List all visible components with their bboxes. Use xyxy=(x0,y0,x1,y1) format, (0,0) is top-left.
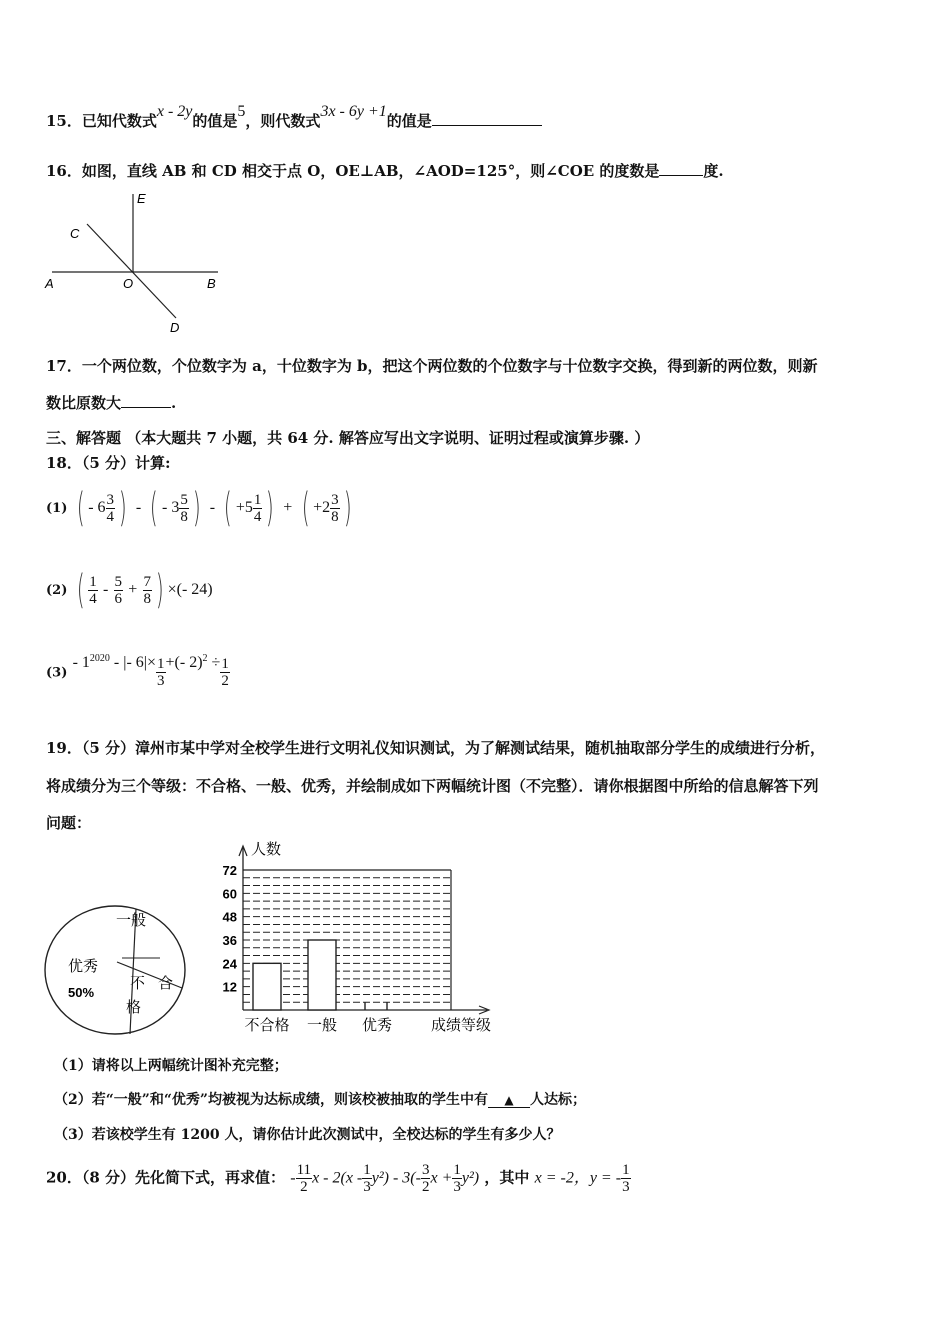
q19-line2: 将成绩分为三个等级：不合格、一般、优秀，并绘制成如下两幅统计图（不完整）．请你根据图中所给的信息解答下列 xyxy=(46,777,819,795)
pie-chart xyxy=(40,900,195,1050)
x-tick-label: 优秀 xyxy=(361,1017,393,1034)
y-tick-label: 60 xyxy=(222,886,237,902)
q20-f1-den: 2 xyxy=(300,1179,308,1195)
label-o: O xyxy=(123,276,134,291)
q15-expr1: x - 2y xyxy=(156,103,193,120)
q18-p2-f1-num: 1 xyxy=(89,573,97,590)
label-c: C xyxy=(70,226,80,241)
y-tick-label: 36 xyxy=(222,933,237,948)
q20-f2-den: 3 xyxy=(363,1179,371,1195)
pie-label-excellent-pct: 50% xyxy=(68,985,95,1000)
q18-p1-term1: - 6 xyxy=(88,499,106,516)
q18-p1-t1-den: 4 xyxy=(106,508,115,525)
q17-answer-blank[interactable] xyxy=(121,393,171,408)
q19-sub3: （3）若该校学生有 1200 人，请你估计此次测试中，全校达标的学生有多少人？ xyxy=(54,1127,561,1143)
bar-1 xyxy=(308,940,336,1010)
q18-p1-label: (1) xyxy=(46,501,68,516)
pie-label-fail-2: 合 xyxy=(158,975,174,992)
q15-mid: 的值是 xyxy=(192,112,238,130)
q20-e6: x + xyxy=(430,1169,453,1187)
q18-p1-op1: - xyxy=(135,499,142,516)
q18-p1-t2-num: 5 xyxy=(180,491,188,508)
y-tick-label: 48 xyxy=(222,909,237,925)
q15-prefix: 15．已知代数式 xyxy=(46,112,157,130)
line-cd xyxy=(87,224,176,318)
pie-label-excellent: 优秀 xyxy=(68,958,99,975)
q18-p3-exp: 2020 xyxy=(89,652,110,664)
q18-p3-c: +(- 2) xyxy=(165,653,203,671)
q18-p1-op3: + xyxy=(283,499,293,516)
q20-f4-num: 1 xyxy=(453,1162,461,1178)
q15-answer-blank[interactable] xyxy=(432,111,542,126)
q20-mid: ，其中 xyxy=(484,1168,530,1187)
bar-0 xyxy=(253,963,281,1010)
q19-line1: 19．（5 分）漳州市某中学对全校学生进行文明礼仪知识测试，为了解测试结果，随机抽取部分学生的成绩进行分析， xyxy=(46,739,826,757)
q17-text: 数比原数大 xyxy=(46,394,122,412)
q18-p3-label: (3) xyxy=(46,665,68,681)
q20-cond-den: 3 xyxy=(622,1179,630,1195)
q18-p1-t3-den: 4 xyxy=(253,508,262,525)
q18-p1-t2-den: 8 xyxy=(180,508,188,525)
q16-answer-blank[interactable] xyxy=(659,161,703,176)
pie-outline xyxy=(45,906,185,1034)
label-d: D xyxy=(170,320,180,335)
label-a: A xyxy=(45,276,54,291)
q18-header: 18．（5 分）计算: xyxy=(46,454,171,472)
section-3-title: 三、解答题 （本大题共 7 小题，共 64 分. 解答应写出文字说明、证明过程或演算步骤. ） xyxy=(46,429,650,447)
q16-text: 16．如图，直线 AB 和 CD 相交于点 O，OE⊥AB，∠AOD=125°，则∠COE 的度数是 xyxy=(46,162,660,180)
angle-figure xyxy=(40,188,240,338)
q18-p1-t4-den: 8 xyxy=(331,508,339,525)
q20-condition: x = -2，y = - xyxy=(534,1169,622,1187)
y-tick-label: 24 xyxy=(222,956,237,972)
q18-p2-f3-num: 7 xyxy=(143,573,151,590)
q15-mid2: ，则代数式 xyxy=(245,112,321,130)
question-16 xyxy=(46,160,724,181)
q19-sub2-text: （2）若“一般”和“优秀”均被视为达标成绩，则该校被抽取的学生中有 xyxy=(54,1092,488,1108)
q20-f3-num: 3 xyxy=(421,1162,430,1178)
q20-e8: y²) xyxy=(461,1169,480,1187)
q18-p3-b: - |- 6|× xyxy=(109,653,157,671)
q18-p1-op2: - xyxy=(209,499,216,516)
bar-chart xyxy=(205,838,505,1038)
q20-e4: y²) - 3(- xyxy=(371,1169,421,1187)
q18-p2-tail: ×(- 24) xyxy=(167,581,213,598)
q15-value: 5 xyxy=(237,103,246,120)
q18-p1-t3-num: 1 xyxy=(253,491,262,508)
label-b: B xyxy=(207,276,216,291)
q18-p3-f1-den: 3 xyxy=(157,673,165,689)
q18-p1-term4: +2 xyxy=(313,499,331,516)
q19-line3: 问题： xyxy=(46,814,92,832)
triangle-mark-icon: ▲ xyxy=(504,1093,514,1107)
q18-p2-f1-den: 4 xyxy=(89,590,97,607)
q18-p2-f2-num: 5 xyxy=(114,573,122,590)
q20-e1: - xyxy=(290,1169,296,1187)
q18-p1-t4-num: 3 xyxy=(331,491,339,508)
question-17-line1: 17．一个两位数，个位数字为 a，十位数字为 b，把这个两位数的个位数字与十位数字交换，得到新的两位数，则新 xyxy=(46,357,818,375)
question-17-line2 xyxy=(46,392,176,413)
q18-p3-a: - 1 xyxy=(72,653,90,671)
q20-f3-den: 2 xyxy=(421,1179,430,1195)
q18-p1-t1-num: 3 xyxy=(106,491,115,508)
q20-cond-num: 1 xyxy=(622,1162,630,1178)
q18-part2: (2) ( $\frac{1}{4}$ - $\frac{5}{6}$ + $\frac{7}{8}$ ) ×(- 24) xyxy=(46,567,213,613)
q18-p2-op1: - xyxy=(102,581,109,598)
question-20 xyxy=(46,1162,631,1195)
q18-p2-f2-den: 6 xyxy=(114,590,122,607)
q18-p2-op2: + xyxy=(128,581,138,598)
pie-label-general: 一般 xyxy=(116,912,147,929)
pie-label-fail-1: 不 xyxy=(130,975,146,992)
q20-prefix: 20．（8 分）先化简下式，再求值： xyxy=(46,1168,286,1187)
q17-end: . xyxy=(171,394,177,412)
q18-p2-f3-den: 8 xyxy=(143,590,151,607)
q18-p3-f2-den: 2 xyxy=(221,673,229,689)
q20-f4-den: 3 xyxy=(453,1179,461,1195)
q18-p3-f1-num: 1 xyxy=(157,656,165,672)
q18-p3-cexp: 2 xyxy=(202,652,208,664)
x-axis-label: 成绩等级 xyxy=(431,1017,492,1034)
question-15 xyxy=(46,103,542,131)
q19-sub2 xyxy=(54,1089,586,1109)
q18-p1-term3: +5 xyxy=(235,499,253,516)
q20-f2-num: 1 xyxy=(363,1162,371,1178)
q19-sub2-text-end: 人达标； xyxy=(529,1092,586,1108)
pie-label-fail-3: 格 xyxy=(126,999,142,1016)
y-axis-label: 人数 xyxy=(251,841,282,858)
q18-p1-term2: - 3 xyxy=(162,499,180,516)
y-tick-label: 12 xyxy=(222,979,237,995)
q15-suffix: 的值是 xyxy=(386,112,432,130)
q18-part1: (1) ( - 6 $\frac{3}{4}$ ) - ( - 3 $\frac{5}{8}$ ) - ( +5 $\frac{1}{4}$ ) + ( +2 $\frac{3}{8}$ ) xyxy=(46,485,352,531)
q15-expr2: 3x - 6y +1 xyxy=(320,103,387,120)
q18-p3-f2-num: 1 xyxy=(221,656,229,672)
q16-suffix: 度. xyxy=(703,162,724,180)
q19-sub2-blank[interactable] xyxy=(488,1093,530,1108)
label-e: E xyxy=(137,191,146,206)
y-tick-label: 72 xyxy=(222,863,237,878)
q20-e2: x - 2(x - xyxy=(312,1169,363,1187)
q20-f1-num: 11 xyxy=(296,1162,312,1178)
q19-sub1: （1）请将以上两幅统计图补充完整； xyxy=(54,1058,288,1074)
q18-p2-label: (2) xyxy=(46,583,68,598)
q18-p3-d: ÷ xyxy=(207,653,221,671)
x-tick-label: 不合格 xyxy=(244,1017,290,1034)
x-tick-label: 一般 xyxy=(306,1017,338,1034)
q18-part3 xyxy=(46,652,230,689)
